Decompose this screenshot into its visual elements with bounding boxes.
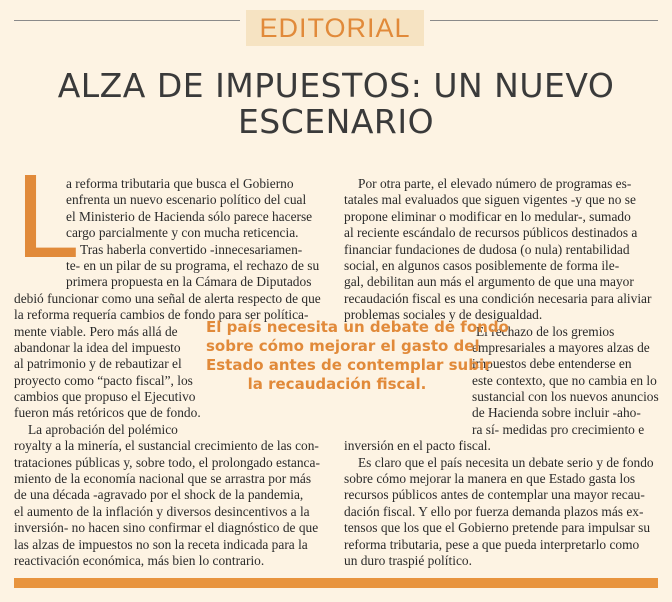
article-line: impuestos debe entenderse en [472,356,632,372]
article-line: a reforma tributaria que busca el Gobierno [66,176,294,191]
article-line: empresariales a mayores alzas de [472,339,650,355]
article-line: fueron más retóricos que de fondo. [14,405,201,421]
article-line: este contexto, que no cambia en lo [472,372,657,388]
article-line: problemas sociales y de desigualdad. [344,307,543,323]
article-line: recursos públicos antes de contemplar una mayor recau- [344,487,645,503]
article-line: Es claro que el país necesita un debate serio y de fondo [358,454,654,470]
article-line: cambios que propuso el Ejecutivo [14,389,196,405]
article-line: reactivación económica, más bien lo contrario. [14,552,265,568]
article-line: dación fiscal. Y ello por fuerza demanda plazos más ex- [344,503,644,519]
article-line: las alzas de impuestos no son la receta indicada para la [14,536,308,552]
article-line: trataciones públicas y, sobre todo, el prolongado estanca- [14,454,320,470]
article-line: el aumento de la inflación y diversos desincentivos a la [14,503,310,519]
headline [20,68,652,140]
article-line: debió funcionar como una señal de alerta respecto de que [14,290,321,306]
article-line: Tras haberla convertido -innecesariamen- [80,241,303,257]
article-line: abandonar la idea del impuesto [14,339,181,355]
article-line: miento de la economía nacional que se arrastra por más [14,471,312,487]
header-rule-right [430,20,658,21]
article-line: enfrenta un nuevo escenario político del cual [66,192,307,208]
article-line: Por otra parte, el elevado número de programas es- [358,176,632,191]
article-line: te- en un pilar de su programa, el rechazo de su [66,257,320,273]
article-line: sustancial con los nuevos anuncios [472,389,659,405]
section-label-box [246,10,424,46]
pull-quote-line: Estado antes de contemplar subir [206,356,492,374]
article-line: el Ministerio de Hacienda sólo parece hacerse [66,208,313,224]
headline-line: ALZA DE IMPUESTOS: UN NUEVO [57,66,615,105]
article-line: social, en algunos casos posiblemente de forma ile- [344,257,620,273]
article-line: mente viable. Pero más allá de [14,323,178,339]
pull-quote [206,318,509,394]
article-line: tensos que los que el Gobierno pretende para impulsar su [344,520,651,536]
article-line: de una década -agravado por el shock de la pandemia, [14,487,304,503]
article-line: propone eliminar o modificar en lo medular-, sumado [344,208,631,224]
article-line: la reforma requería cambios de fondo para ser política- [14,307,309,323]
article-line: El rechazo de los gremios [476,323,615,339]
article-line: sobre cómo mejorar la manera en que Estado gasta los [344,471,636,487]
article-line: ra sí- medidas pro crecimiento e [472,421,645,437]
article-line: de Hacienda sobre incluir -aho- [472,405,641,421]
section-label: EDITORIAL [259,12,411,43]
pull-quote-line: la recaudación fiscal. [247,375,427,393]
article-line: al patrimonio y de rebautizar el [14,356,182,372]
headline-line: ESCENARIO [237,102,435,141]
header-rule-left [14,20,240,21]
article-line: inversión- no hacen sino confirmar el diagnóstico de que [14,520,319,536]
footer-bar [14,578,658,588]
article-line: gal, debilitan aun más el argumento de que una mayor [344,274,634,290]
article-line: tatales mal evaluados que siguen vigentes -y que no se [344,192,636,208]
article-line: primera propuesta en la Cámara de Diputados [66,274,312,290]
pull-quote-line: El país necesita un debate de fondo [206,318,509,336]
article-line: royalty a la minería, el sustancial crecimiento de las con- [14,438,319,454]
article-line: recaudación fiscal es una condición necesaria para aliviar [344,290,652,306]
article-line: reforma tributaria, pese a que pueda interpretarlo como [344,536,640,552]
article-line: proyecto como “pacto fiscal”, los [14,372,193,388]
pull-quote-line: sobre cómo mejorar el gasto del [206,337,480,355]
article-line: financiar fundaciones de dudosa (o nula) rentabilidad [344,241,630,257]
article-line: al reciente escándalo de recursos públicos destinados a [344,225,638,241]
article-line: un duro traspié político. [344,552,472,568]
article-line: inversión en el pacto fiscal. [344,438,491,454]
article-line: cargo parcialmente y con mucha reticencia. [66,225,299,241]
drop-cap: L [14,154,77,284]
article-line: La aprobación del polémico [28,421,178,437]
